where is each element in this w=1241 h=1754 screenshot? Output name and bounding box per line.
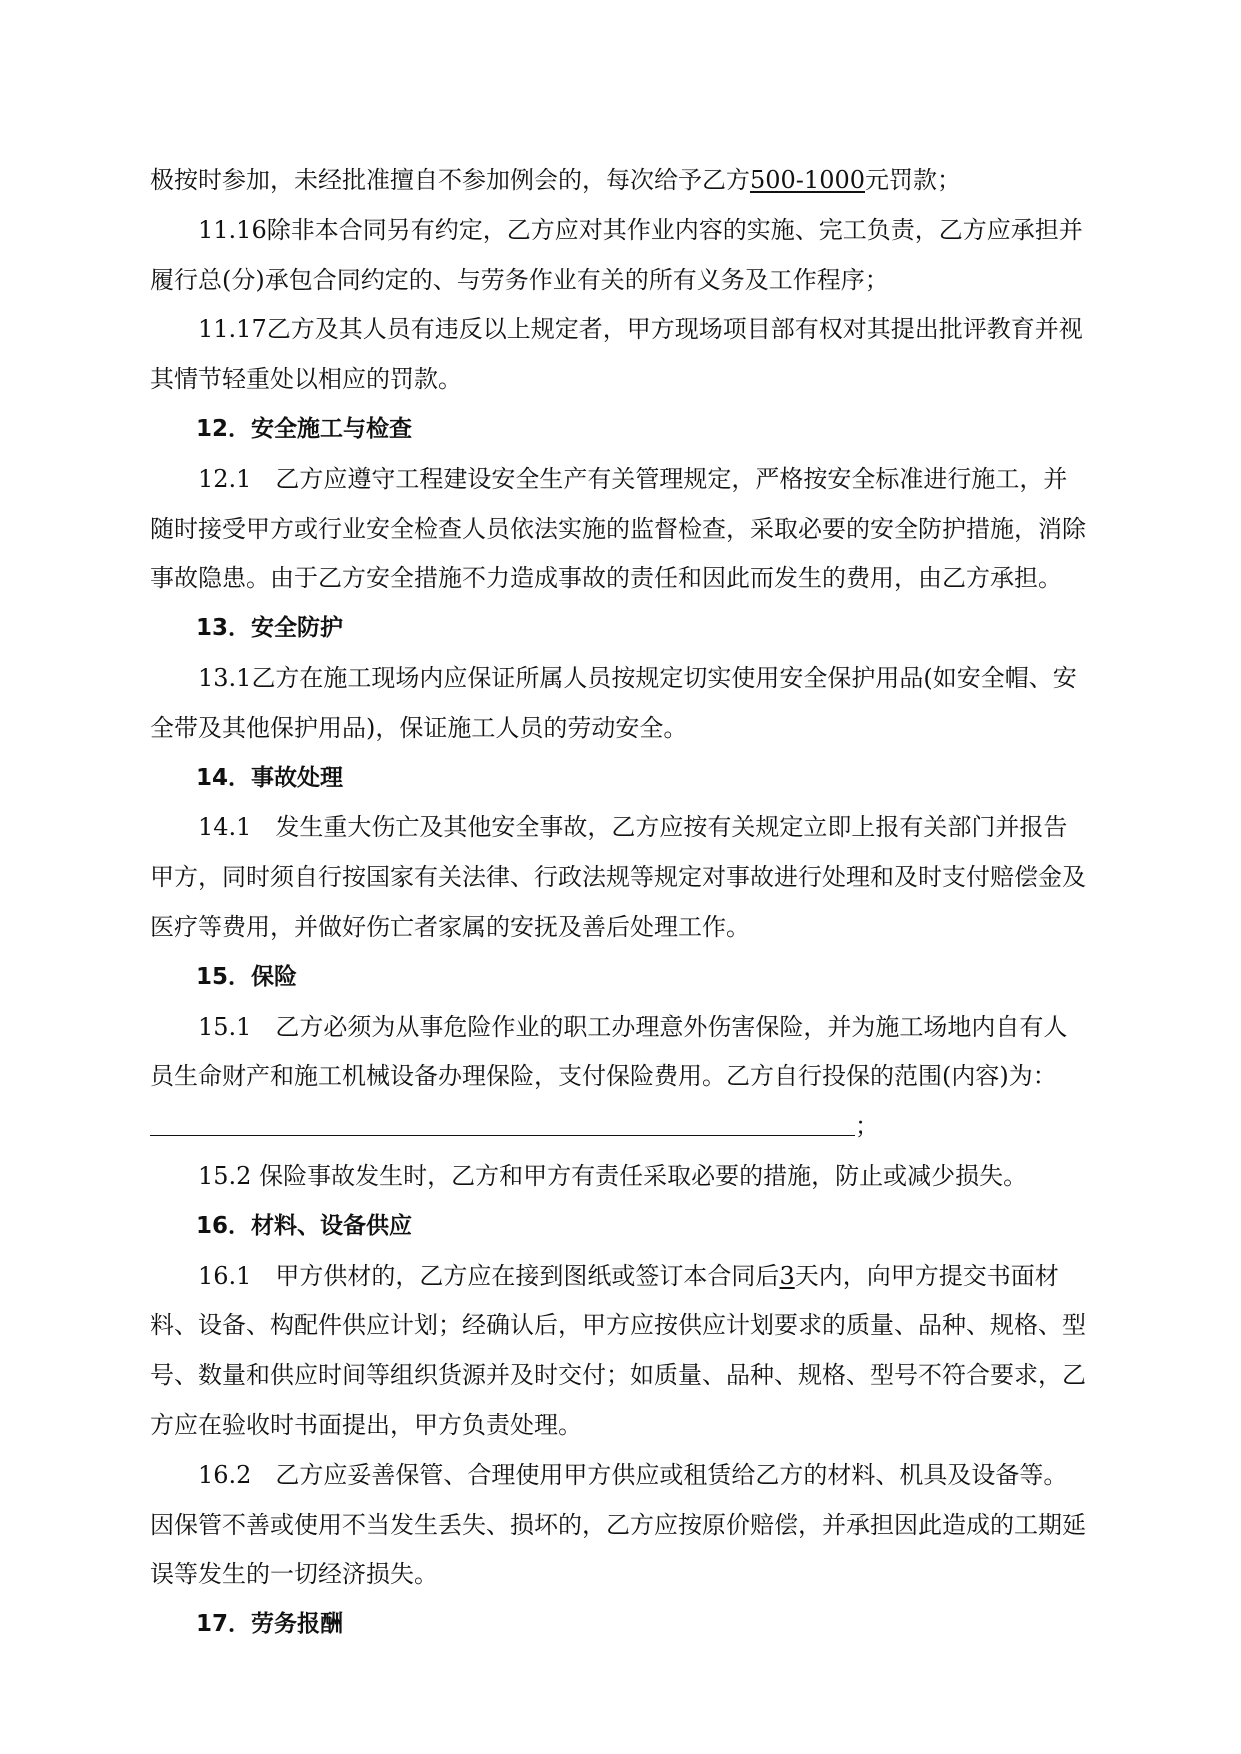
text-fragment: ； <box>855 1112 879 1141</box>
section-heading-12: 12．安全施工与检查 <box>196 415 413 442</box>
paragraph-11-16: 11.16除非本合同另有约定，乙方应对其作业内容的实施、完工负责，乙方应承担并履行总(分)承包合同约定的、与劳务作业有关的所有义务及工作程序； <box>150 215 1083 294</box>
paragraph-11-15-continued <box>150 156 1090 206</box>
insurance-scope-blank-line <box>150 1102 1090 1152</box>
paragraph-11-17: 11.17乙方及其人员有违反以上规定者，甲方现场项目部有权对其提出批评教育并视其情节轻重处以相应的罚款。 <box>150 315 1083 394</box>
section-heading-14: 14．事故处理 <box>196 764 344 791</box>
section-heading-17: 17．劳务报酬 <box>196 1611 344 1638</box>
text-fragment: 16.1 甲方供材的，乙方应在接到图纸或签订本合同后 <box>198 1261 780 1290</box>
paragraph-16-1 <box>150 1252 1090 1451</box>
text-fragment: 极按时参加，未经批准擅自不参加例会的，每次给予乙方 <box>150 166 750 194</box>
text-fragment: 元罚款； <box>865 166 961 194</box>
paragraph-14-1: 14.1 发生重大伤亡及其他安全事故，乙方应按有关规定立即上报有关部门并报告甲方，同时须自行按国家有关法律、行政法规等规定对事故进行处理和及时支付赔偿金及医疗等费用，并做好伤亡者家属的安抚及善后处理工作。 <box>150 813 1086 941</box>
document-body <box>150 156 1090 1650</box>
paragraph-13-1: 13.1乙方在施工现场内应保证所属人员按规定切实使用安全保护用品(如安全帽、安全带及其他保护用品)，保证施工人员的劳动安全。 <box>150 663 1077 742</box>
paragraph-15-1: 15.1 乙方必须为从事危险作业的职工办理意外伤害保险，并为施工场地内自有人员生命财产和施工机械设备办理保险，支付保险费用。乙方自行投保的范围(内容)为： <box>150 1012 1068 1091</box>
text-fragment: 天内，向甲方提交书面材料、设备、构配件供应计划；经确认后，甲方应按供应计划要求的质量、品种、规格、型号、数量和供应时间等组织货源并及时交付；如质量、品种、规格、型号不符合要求，乙方应在验收时书面提出，甲方负责处理。 <box>150 1261 1086 1439</box>
days-value: 3 <box>779 1261 795 1290</box>
fine-amount: 500-1000 <box>750 166 865 194</box>
section-heading-15: 15．保险 <box>196 963 298 990</box>
paragraph-12-1: 12.1 乙方应遵守工程建设安全生产有关管理规定，严格按安全标准进行施工，并随时接受甲方或行业安全检查人员依法实施的监督检查，采取必要的安全防护措施，消除事故隐患。由于乙方安全措施不力造成事故的责任和因此而发生的费用，由乙方承担。 <box>150 464 1086 593</box>
fill-in-blank[interactable] <box>150 1105 855 1136</box>
paragraph-15-2: 15.2 保险事故发生时，乙方和甲方有责任采取必要的措施，防止或减少损失。 <box>198 1161 1028 1190</box>
section-heading-16: 16．材料、设备供应 <box>196 1212 413 1239</box>
section-heading-13: 13．安全防护 <box>196 615 344 642</box>
paragraph-16-2: 16.2 乙方应妥善保管、合理使用甲方供应或租赁给乙方的材料、机具及设备等。因保管不善或使用不当发生丢失、损坏的，乙方应按原价赔偿，并承担因此造成的工期延误等发生的一切经济损失。 <box>150 1460 1086 1589</box>
